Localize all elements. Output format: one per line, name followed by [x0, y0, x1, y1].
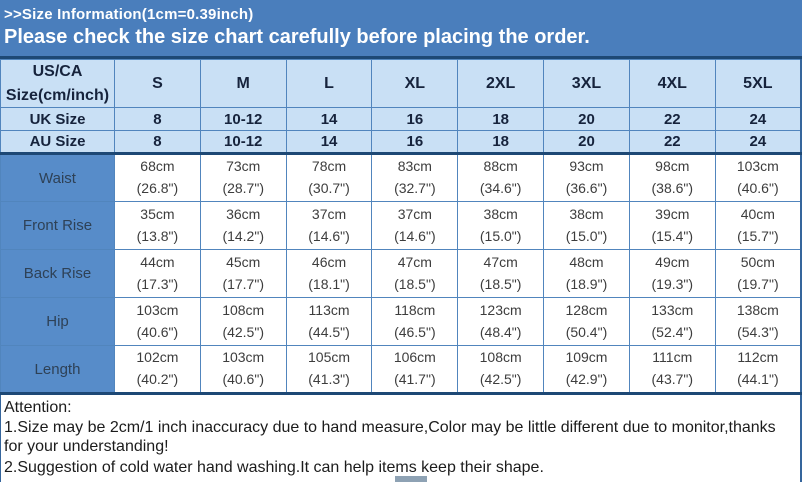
size-information-heading: >>Size Information(1cm=0.39inch)	[4, 6, 254, 23]
cm-value: 38cm	[569, 205, 604, 222]
measurement-cell	[286, 250, 372, 298]
au-size-row-value: 22	[629, 131, 715, 154]
inch-value: (40.6")	[136, 323, 179, 340]
inch-value: (17.7")	[222, 275, 264, 292]
au-size-row-value: 24	[715, 131, 801, 154]
measurement-cell	[458, 250, 544, 298]
cm-value: 108cm	[479, 349, 522, 366]
size-header-5xl: 5XL	[715, 60, 801, 108]
measurement-cell	[458, 154, 544, 202]
cm-value: 108cm	[222, 301, 265, 318]
inch-value: (52.4")	[651, 323, 694, 340]
measurement-cell	[200, 298, 286, 346]
cm-value: 103cm	[136, 301, 179, 318]
measurement-cell	[458, 202, 544, 250]
measurement-cell	[200, 250, 286, 298]
measurement-cell	[629, 250, 715, 298]
cm-value: 49cm	[655, 253, 690, 270]
measurement-cell	[372, 202, 458, 250]
uk-size-row-value: 10-12	[200, 108, 286, 131]
au-size-row-value: 18	[458, 131, 544, 154]
measurement-cell	[629, 346, 715, 394]
cm-value: 93cm	[569, 158, 604, 175]
inch-value: (44.1")	[737, 371, 779, 387]
inch-value: (18.9")	[565, 275, 608, 292]
cm-value: 78cm	[311, 158, 347, 175]
measure-row	[1, 250, 802, 298]
cm-value: 128cm	[565, 301, 608, 318]
cm-value: 47cm	[397, 253, 432, 270]
inch-value: (42.5")	[479, 371, 522, 387]
inch-value: (18.5")	[479, 275, 522, 292]
measurement-cell	[372, 250, 458, 298]
cm-value: 46cm	[311, 253, 347, 270]
measurement-cell	[200, 346, 286, 394]
cm-value: 103cm	[222, 349, 265, 366]
cm-value: 47cm	[483, 253, 518, 270]
measurement-cell	[372, 154, 458, 202]
inch-value: (54.3")	[737, 323, 779, 340]
inch-value: (36.6")	[565, 180, 608, 196]
inch-value: (48.4")	[479, 323, 522, 340]
measurement-cell	[715, 346, 801, 394]
measurement-cell	[115, 346, 201, 394]
size-header-3xl: 3XL	[544, 60, 630, 108]
uk-size-row-value: 18	[458, 108, 544, 131]
inch-value: (19.3")	[651, 275, 694, 292]
inch-value: (30.7")	[308, 180, 350, 196]
measurement-cell	[544, 298, 630, 346]
inch-value: (18.1")	[308, 275, 350, 292]
inch-value: (28.7")	[222, 180, 264, 196]
au-size-row-label: AU Size	[1, 131, 115, 154]
uk-size-row-value: 20	[544, 108, 630, 131]
au-size-row-value: 8	[115, 131, 201, 154]
cm-value: 98cm	[655, 158, 690, 175]
inch-value: (13.8")	[136, 227, 179, 244]
inch-value: (43.7")	[651, 371, 694, 387]
size-header-row	[1, 60, 802, 108]
cm-value: 39cm	[655, 205, 690, 222]
size-header-s: S	[115, 60, 201, 108]
measure-row	[1, 346, 802, 394]
measurement-cell	[200, 154, 286, 202]
cm-value: 73cm	[226, 158, 261, 175]
uk-size-row-value: 14	[286, 108, 372, 131]
attention-title: Attention:	[4, 399, 72, 416]
cm-value: 37cm	[311, 205, 347, 222]
inch-value: (15.4")	[651, 227, 694, 244]
cm-value: 102cm	[136, 349, 179, 366]
au-size-row-value: 14	[286, 131, 372, 154]
measurement-cell	[200, 202, 286, 250]
cm-value: 109cm	[565, 349, 608, 366]
measurement-cell	[629, 298, 715, 346]
inch-value: (50.4")	[565, 323, 608, 340]
measurement-cell	[715, 202, 801, 250]
measurement-cell	[115, 250, 201, 298]
measurement-cell	[115, 298, 201, 346]
inch-value: (15.0")	[565, 227, 608, 244]
cm-value: 48cm	[569, 253, 604, 270]
cm-value: 118cm	[394, 301, 436, 318]
measurement-cell	[544, 154, 630, 202]
inch-value: (40.2")	[136, 371, 179, 387]
inch-value: (26.8")	[136, 180, 179, 196]
row-label-front-rise: Front Rise	[1, 202, 115, 250]
check-chart-notice: Please check the size chart carefully before placing the order.	[4, 26, 590, 48]
inch-value: (15.7")	[737, 227, 779, 244]
inch-value: (44.5")	[308, 323, 350, 340]
cm-value: 36cm	[226, 205, 261, 222]
inch-value: (40.6")	[737, 180, 779, 196]
cm-value: 112cm	[737, 349, 779, 366]
inch-value: (41.3")	[308, 371, 350, 387]
measurement-cell	[629, 202, 715, 250]
size-header-xl: XL	[372, 60, 458, 108]
uk-size-row-value: 8	[115, 108, 201, 131]
inch-value: (14.6")	[394, 227, 436, 244]
size-header-4xl: 4XL	[629, 60, 715, 108]
cm-value: 106cm	[393, 349, 436, 366]
measurement-cell	[286, 298, 372, 346]
measure-row	[1, 202, 802, 250]
measurement-cell	[544, 250, 630, 298]
measure-row	[1, 298, 802, 346]
cm-value: 105cm	[308, 349, 351, 366]
cm-value: 38cm	[483, 205, 518, 222]
corner-header: US/CA Size(cm/inch)	[1, 60, 115, 108]
measurement-cell	[115, 154, 201, 202]
cm-value: 44cm	[140, 253, 175, 270]
size-header-2xl: 2XL	[458, 60, 544, 108]
measurement-cell	[372, 346, 458, 394]
measurement-cell	[629, 154, 715, 202]
measurement-cell	[715, 250, 801, 298]
uk-size-row-value: 22	[629, 108, 715, 131]
uk-size-row-value: 24	[715, 108, 801, 131]
au-size-row-value: 20	[544, 131, 630, 154]
cm-value: 111cm	[652, 349, 693, 366]
row-label-back-rise: Back Rise	[1, 250, 115, 298]
measurement-cell	[715, 154, 801, 202]
attention-note-1: 1.Size may be 2cm/1 inch inaccuracy due to hand measure,Color may be little different due to monitor,thanks for your understanding!	[4, 419, 776, 456]
cm-value: 37cm	[397, 205, 432, 222]
cm-value: 40cm	[740, 205, 775, 222]
au-size-row-value: 10-12	[200, 131, 286, 154]
uk-size-row	[1, 108, 802, 131]
measurement-cell	[715, 298, 801, 346]
inch-value: (15.0")	[479, 227, 522, 244]
measure-row	[1, 154, 802, 202]
measurement-cell	[544, 202, 630, 250]
inch-value: (14.6")	[308, 227, 350, 244]
inch-value: (19.7")	[737, 275, 779, 292]
measurement-cell	[286, 202, 372, 250]
row-label-hip: Hip	[1, 298, 115, 346]
size-table	[0, 59, 802, 395]
measurement-cell	[286, 346, 372, 394]
measurement-cell	[544, 346, 630, 394]
size-header-m: M	[200, 60, 286, 108]
cm-value: 113cm	[308, 301, 350, 318]
inch-value: (42.9")	[565, 371, 608, 387]
cm-value: 35cm	[140, 205, 175, 222]
au-size-row-value: 16	[372, 131, 458, 154]
cm-value: 83cm	[397, 158, 432, 175]
inch-value: (17.3")	[136, 275, 179, 292]
bottom-edge-artifact	[395, 476, 427, 482]
measurement-cell	[286, 154, 372, 202]
banner	[0, 0, 802, 59]
cm-value: 133cm	[651, 301, 694, 318]
row-label-waist: Waist	[1, 154, 115, 202]
measurement-cell	[115, 202, 201, 250]
uk-size-row-label: UK Size	[1, 108, 115, 131]
measurement-cell	[458, 346, 544, 394]
cm-value: 45cm	[226, 253, 261, 270]
cm-value: 103cm	[736, 158, 779, 175]
inch-value: (41.7")	[394, 371, 436, 387]
cm-value: 50cm	[740, 253, 775, 270]
cm-value: 123cm	[479, 301, 522, 318]
inch-value: (42.5")	[222, 323, 264, 340]
cm-value: 88cm	[483, 158, 518, 175]
size-header-l: L	[286, 60, 372, 108]
inch-value: (38.6")	[651, 180, 694, 196]
inch-value: (14.2")	[222, 227, 264, 244]
cm-value: 138cm	[736, 301, 779, 318]
attention-note-2: 2.Suggestion of cold water hand washing.It can help items keep their shape.	[4, 458, 544, 476]
inch-value: (32.7")	[394, 180, 436, 196]
inch-value: (34.6")	[479, 180, 522, 196]
measurement-cell	[372, 298, 458, 346]
measurement-cell	[458, 298, 544, 346]
au-size-row	[1, 131, 802, 154]
inch-value: (46.5")	[394, 323, 436, 340]
row-label-length: Length	[1, 346, 115, 394]
inch-value: (18.5")	[394, 275, 436, 292]
uk-size-row-value: 16	[372, 108, 458, 131]
attention-section	[0, 395, 802, 482]
inch-value: (40.6")	[222, 371, 264, 387]
cm-value: 68cm	[140, 158, 175, 175]
